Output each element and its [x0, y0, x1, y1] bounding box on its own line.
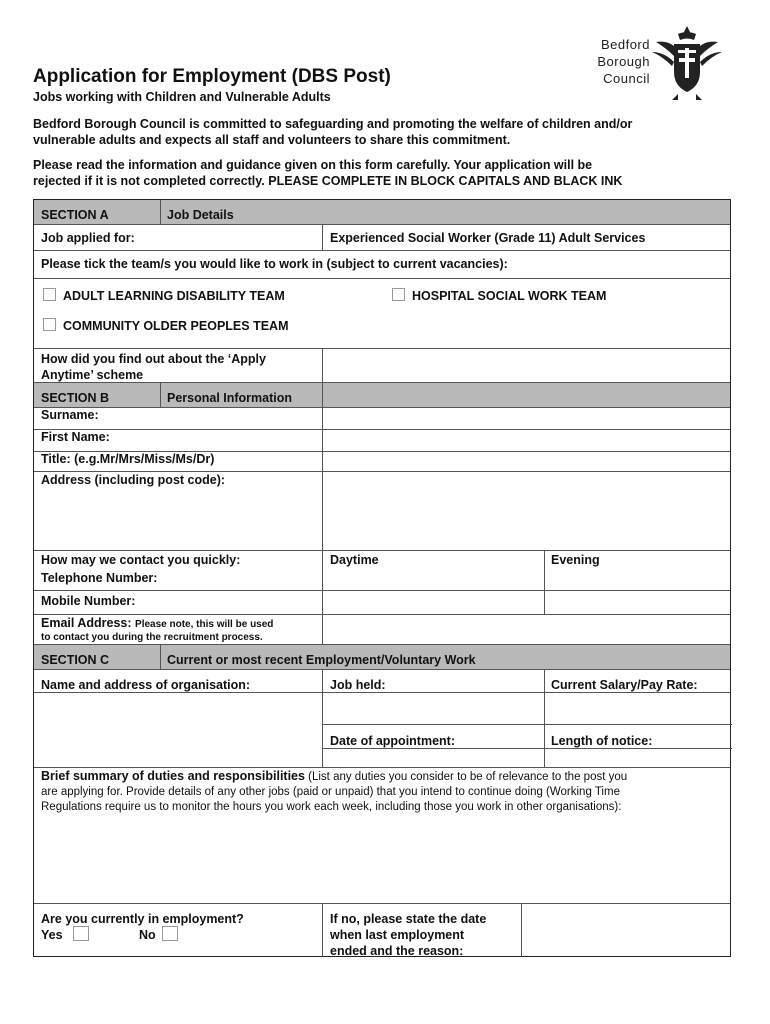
- yes-label: Yes: [41, 928, 63, 942]
- duties-summary-label: Brief summary of duties and responsibilities (List any duties you consider to be of relevance to the post you are applying for. Provide details of any other jobs (paid or unpaid) that you intend to continue doing (Working Time Regulations require us to monitor the hours you work each week, including those you work in other organisations):: [41, 769, 628, 813]
- daytime-label: Daytime: [330, 553, 379, 567]
- address-label: Address (including post code):: [41, 473, 226, 487]
- logo-line-2: Borough: [597, 54, 650, 69]
- mobile-evening-field[interactable]: [546, 592, 728, 612]
- team1-checkbox[interactable]: [43, 288, 56, 301]
- job-applied-label: Job applied for:: [41, 231, 135, 245]
- notice-field[interactable]: [546, 750, 728, 766]
- surname-label: Surname:: [41, 408, 99, 422]
- team1-label: ADULT LEARNING DISABILITY TEAM: [63, 289, 285, 303]
- instructions-line: Please read the information and guidance given on this form carefully. Your application will be: [33, 158, 593, 172]
- application-form: [33, 199, 731, 957]
- organisation-field[interactable]: [36, 694, 320, 764]
- council-crest-icon: [648, 22, 726, 102]
- email-label-block: Email Address: Please note, this will be used: [41, 616, 274, 630]
- page-title: Application for Employment (DBS Post): [33, 66, 391, 87]
- employed-question: Are you currently in employment?: [41, 912, 244, 926]
- section-a-header: [34, 200, 730, 224]
- date-appointment-label: Date of appointment:: [330, 734, 455, 748]
- if-no-label: If no, please state the date when last employment ended and the reason:: [330, 912, 487, 958]
- team2-checkbox[interactable]: [392, 288, 405, 301]
- section-b-title: Personal Information: [167, 391, 293, 405]
- email-field[interactable]: [324, 616, 728, 642]
- section-b-label: SECTION B: [41, 391, 110, 405]
- notice-label: Length of notice:: [551, 734, 653, 748]
- date-appointment-field[interactable]: [324, 750, 542, 766]
- email-note: to contact you during the recruitment process.: [41, 632, 263, 643]
- telephone-daytime-field[interactable]: [324, 570, 542, 590]
- organisation-label: Name and address of organisation:: [41, 678, 251, 692]
- team3-label: COMMUNITY OLDER PEOPLES TEAM: [63, 319, 289, 333]
- page-subtitle: Jobs working with Children and Vulnerable Adults: [33, 90, 331, 104]
- teams-prompt: Please tick the team/s you would like to work in (subject to current vacancies):: [41, 257, 508, 271]
- logo-line-3: Council: [603, 71, 650, 86]
- address-field[interactable]: [324, 473, 728, 549]
- section-a-title: Job Details: [167, 208, 234, 222]
- title-label: Title: (e.g.Mr/Mrs/Miss/Ms/Dr): [41, 452, 215, 466]
- first-name-field[interactable]: [324, 430, 728, 450]
- first-name-label: First Name:: [41, 430, 110, 444]
- job-applied-value[interactable]: Experienced Social Worker (Grade 11) Adult Services: [330, 231, 646, 245]
- duties-summary-field[interactable]: [36, 818, 728, 900]
- logo-line-1: Bedford: [600, 37, 650, 52]
- evening-label: Evening: [551, 553, 600, 567]
- salary-field[interactable]: [546, 694, 728, 722]
- no-label: No: [139, 928, 156, 942]
- find-out-label: How did you find out about the ‘Apply Anytime’ scheme: [41, 352, 266, 382]
- section-a-label: SECTION A: [41, 208, 109, 222]
- contact-label: How may we contact you quickly:: [41, 553, 241, 567]
- statement-line: Bedford Borough Council is committed to safeguarding and promoting the welfare of children and/or: [33, 117, 633, 131]
- instructions: [33, 157, 733, 189]
- job-held-field[interactable]: [324, 694, 542, 722]
- job-held-label: Job held:: [330, 678, 386, 692]
- section-c-title: Current or most recent Employment/Voluntary Work: [167, 653, 476, 667]
- salary-label: Current Salary/Pay Rate:: [551, 678, 698, 692]
- mobile-daytime-field[interactable]: [324, 592, 542, 612]
- council-logo-text: [586, 36, 650, 87]
- last-employment-field[interactable]: [523, 905, 728, 955]
- statement-line: vulnerable adults and expects all staff and volunteers to share this commitment.: [33, 133, 511, 147]
- team3-checkbox[interactable]: [43, 318, 56, 331]
- section-b-header: [34, 383, 730, 407]
- find-out-field[interactable]: [324, 350, 728, 380]
- section-c-label: SECTION C: [41, 653, 110, 667]
- no-checkbox[interactable]: [162, 926, 178, 941]
- telephone-label: Telephone Number:: [41, 571, 158, 585]
- mobile-label: Mobile Number:: [41, 594, 136, 608]
- team2-label: HOSPITAL SOCIAL WORK TEAM: [412, 289, 607, 303]
- title-field[interactable]: [324, 452, 728, 470]
- telephone-evening-field[interactable]: [546, 570, 728, 590]
- surname-field[interactable]: [324, 408, 728, 428]
- safeguarding-statement: [33, 116, 733, 148]
- instructions-line: rejected if it is not completed correctly. PLEASE COMPLETE IN BLOCK CAPITALS AND BLACK INK: [33, 174, 623, 188]
- yes-checkbox[interactable]: [73, 926, 89, 941]
